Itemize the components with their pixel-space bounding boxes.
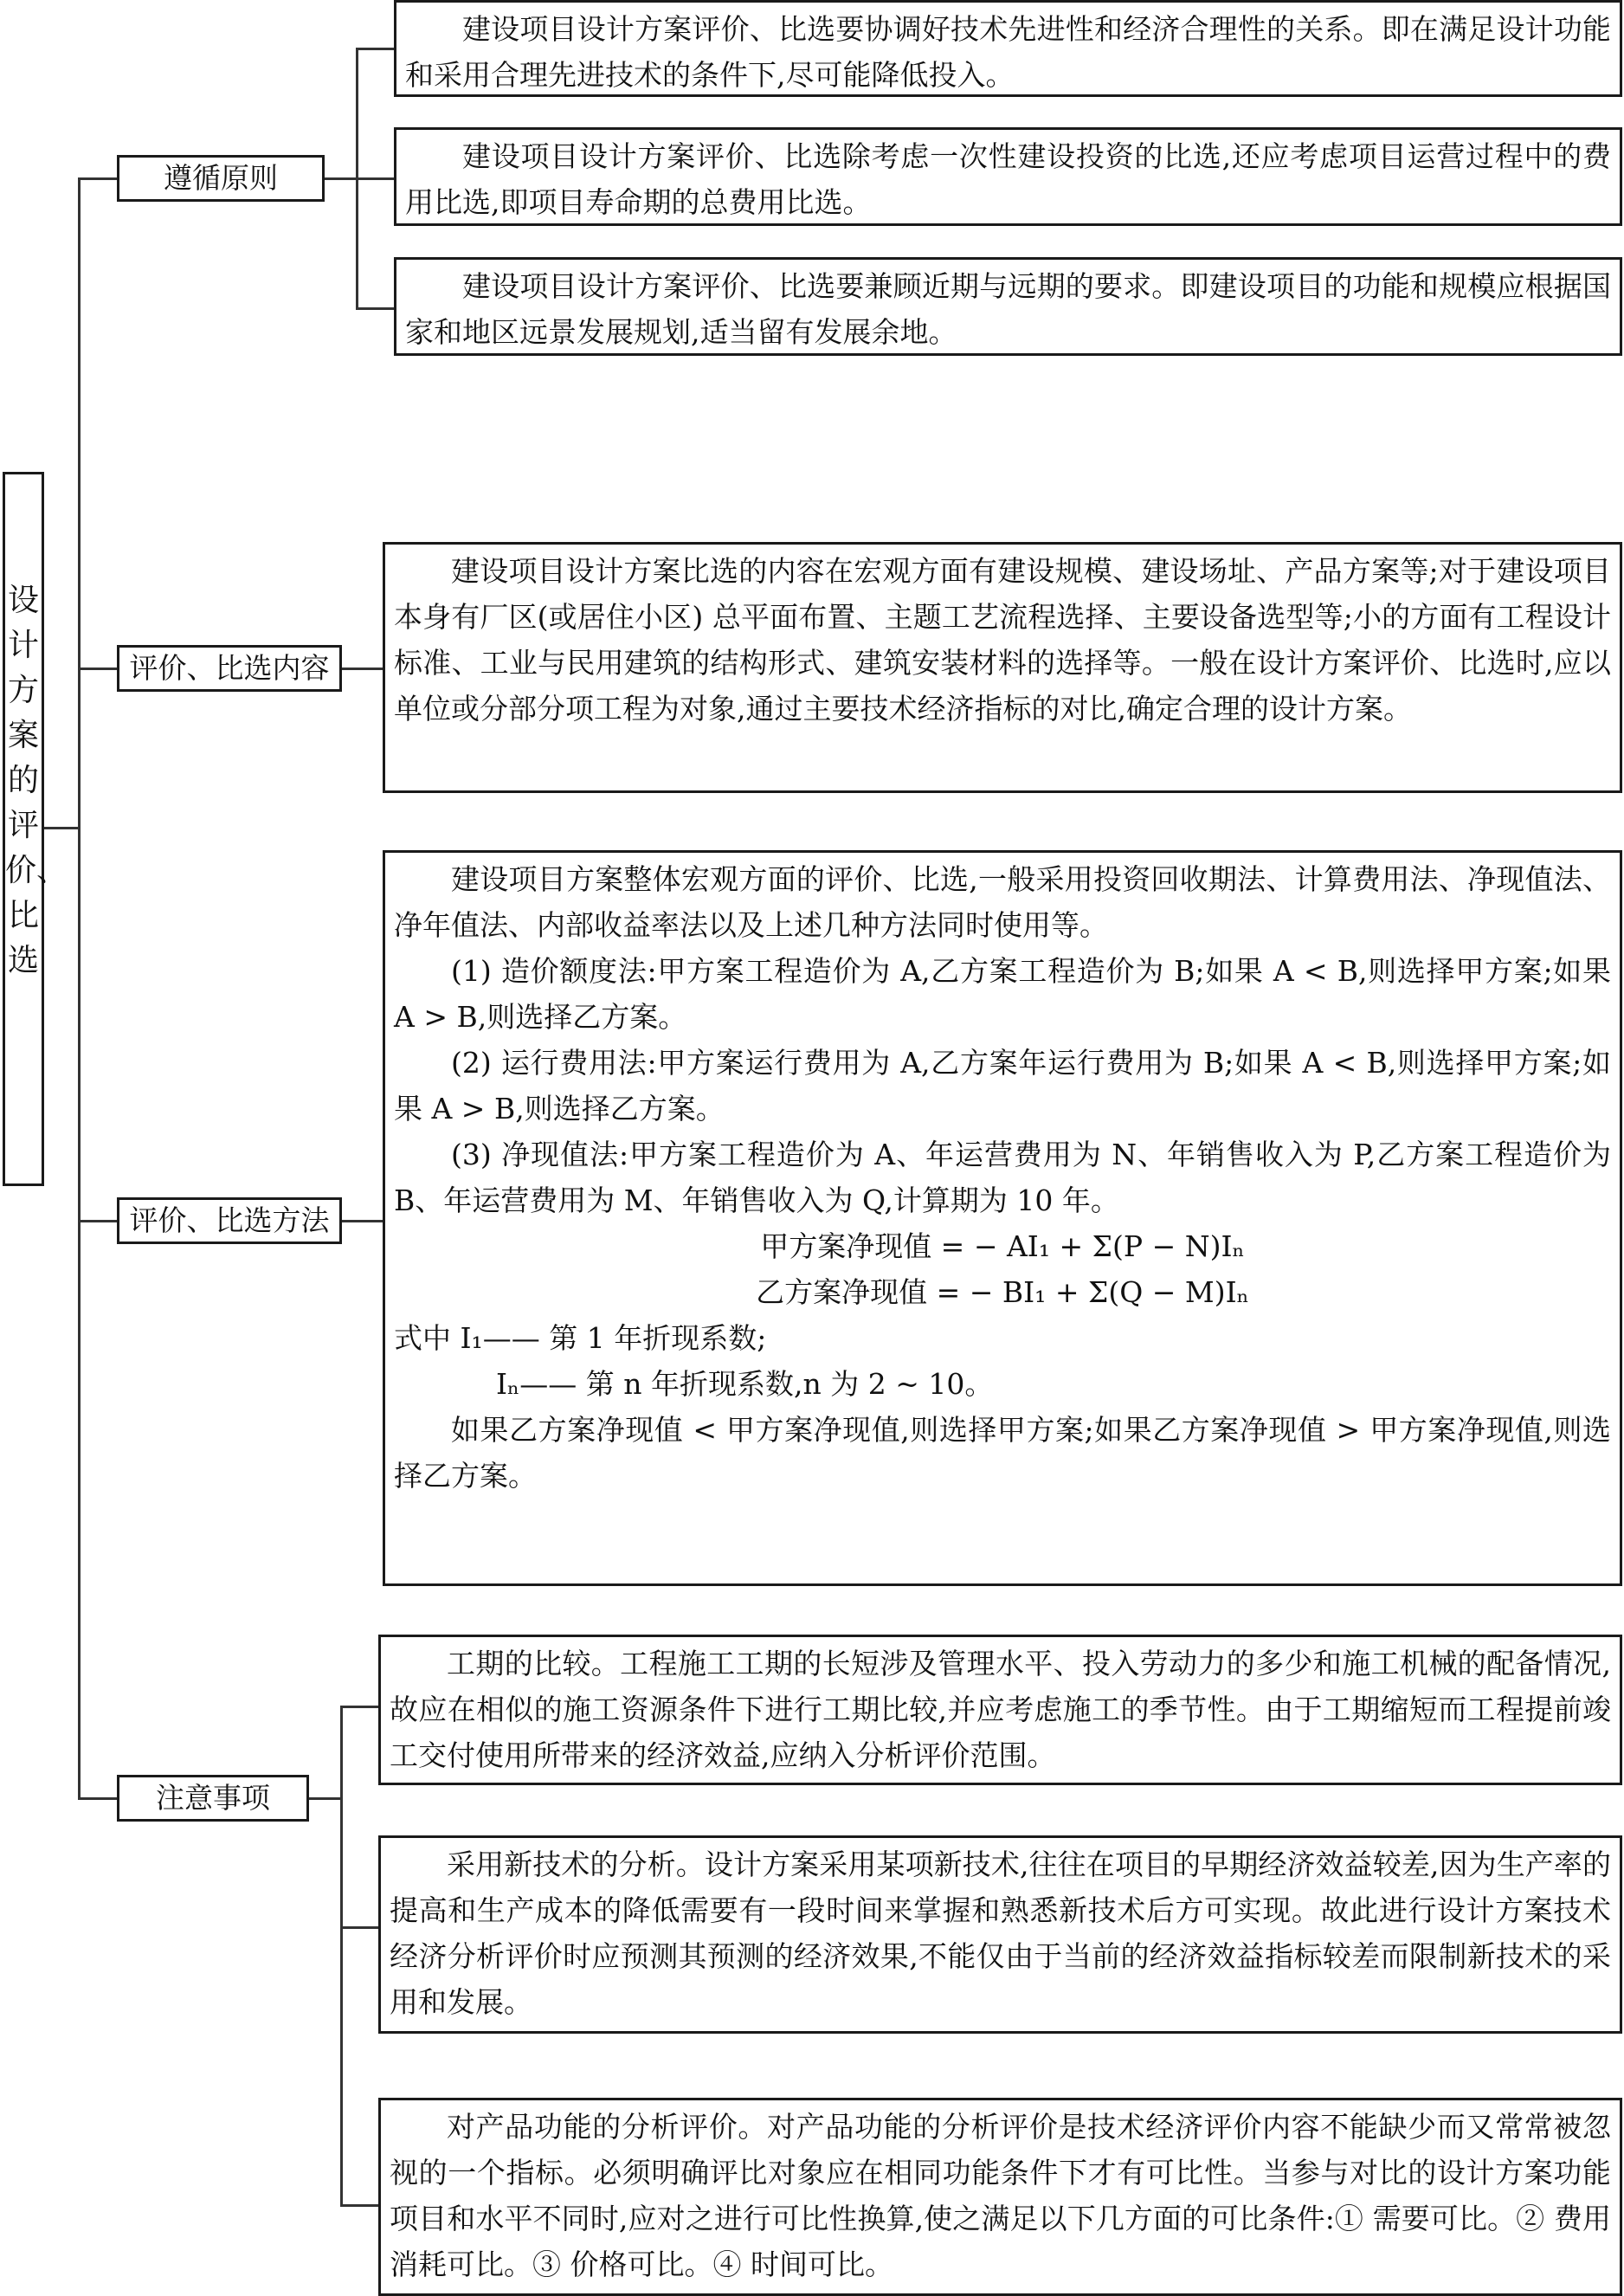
category-principles-label: 遵循原则 [164, 161, 278, 195]
note-text-3: 对产品功能的分析评价。对产品功能的分析评价是技术经济评价内容不能缺少而又常常被忽视的一个指标。必须明确评比对象应在相同功能条件下才有可比性。当参与对比的设计方案功能项目和水平不同时,应对之进行可比性换算,使之满足以下几方面的可比条件:① 需要可比。② 费用消耗可比。③ 价格可比。④ 时间可比。 [390, 2110, 1611, 2281]
connector-note-1 [340, 1706, 378, 1708]
category-methods-label: 评价、比选方法 [129, 1203, 330, 1237]
connector-root-stub [44, 827, 80, 829]
connector-cat-content [78, 668, 117, 670]
connector-note-2 [340, 1926, 378, 1929]
method-1-text: (1) 造价额度法:甲方案工程造价为 A,乙方案工程造价为 B;如果 A < B,则选择甲方案;如果 A > B,则选择乙方案。 [394, 954, 1611, 1034]
root-label: 设计方案的评价、比选 [5, 583, 68, 978]
category-methods [117, 1197, 342, 1244]
connector-notes-stub [307, 1797, 342, 1800]
note-box-3 [378, 2098, 1622, 2296]
note-box-2 [378, 1835, 1622, 2034]
where-line-1: 式中 I₁—— 第 1 年折现系数; [394, 1321, 767, 1355]
principle-box-1 [394, 0, 1622, 97]
connector-content-leaf [340, 668, 383, 670]
connector-principle-3 [356, 307, 394, 310]
connector-principles-stub [323, 177, 358, 180]
methods-box [383, 850, 1622, 1586]
category-content [117, 645, 342, 692]
connector-notes-trunk [340, 1706, 343, 2206]
connector-principle-2 [356, 177, 394, 180]
note-text-2: 采用新技术的分析。设计方案采用某项新技术,往往在项目的早期经济效益较差,因为生产率的提高和生产成本的降低需要有一段时间来掌握和熟悉新技术后方可实现。故此进行设计方案技术经济分析评价时应预测其预测的经济效果,不能仅由于当前的经济效益指标较差而限制新技术的采用和发展。 [390, 1848, 1611, 2019]
connector-root-trunk [78, 177, 81, 1798]
principle-box-3 [394, 257, 1622, 356]
principle-text-1: 建设项目设计方案评价、比选要协调好技术先进性和经济合理性的关系。即在满足设计功能和采用合理先进技术的条件下,尽可能降低投入。 [405, 12, 1611, 92]
category-content-label: 评价、比选内容 [129, 651, 330, 685]
connector-note-3 [340, 2204, 378, 2207]
category-notes [117, 1775, 309, 1822]
formula-b: 乙方案净现值 = − BI₁ + Σ(Q − M)Iₙ [756, 1275, 1249, 1309]
content-text: 建设项目设计方案比选的内容在宏观方面有建设规模、建设场址、产品方案等;对于建设项目本身有厂区(或居住小区) 总平面布置、主题工艺流程选择、主要设备选型等;小的方面有工程设计标准、工业与民用建筑的结构形式、建筑安装材料的选择等。一般在设计方案评价、比选时,应以单位或分部分项工程为对象,通过主要技术经济指标的对比,确定合理的设计方案。 [394, 554, 1611, 726]
connector-principle-1 [356, 48, 394, 50]
connector-cat-methods [78, 1220, 117, 1222]
principle-text-2: 建设项目设计方案评价、比选除考虑一次性建设投资的比选,还应考虑项目运营过程中的费用比选,即项目寿命期的总费用比选。 [405, 139, 1611, 219]
method-2-text: (2) 运行费用法:甲方案运行费用为 A,乙方案年运行费用为 B;如果 A < B,则选择甲方案;如果 A > B,则选择乙方案。 [394, 1046, 1611, 1125]
connector-cat-notes [78, 1797, 117, 1800]
content-box [383, 542, 1622, 793]
root-node [3, 472, 68, 1186]
note-box-1 [378, 1635, 1622, 1785]
methods-intro: 建设项目方案整体宏观方面的评价、比选,一般采用投资回收期法、计算费用法、净现值法、净年值法、内部收益率法以及上述几种方法同时使用等。 [394, 862, 1611, 942]
methods-conclusion: 如果乙方案净现值 < 甲方案净现值,则选择甲方案;如果乙方案净现值 > 甲方案净现值,则选择乙方案。 [394, 1413, 1611, 1493]
method-3-text: (3) 净现值法:甲方案工程造价为 A、年运营费用为 N、年销售收入为 P,乙方案工程造价为 B、年运营费用为 M、年销售收入为 Q,计算期为 10 年。 [394, 1138, 1611, 1217]
principle-box-2 [394, 127, 1622, 226]
principle-text-3: 建设项目设计方案评价、比选要兼顾近期与远期的要求。即建设项目的功能和规模应根据国家和地区远景发展规划,适当留有发展余地。 [405, 269, 1611, 349]
formula-a: 甲方案净现值 = − AI₁ + Σ(P − N)Iₙ [760, 1229, 1245, 1263]
connector-methods-leaf [340, 1220, 383, 1222]
where-line-2: Iₙ—— 第 n 年折现系数,n 为 2 ~ 10。 [496, 1367, 994, 1401]
category-principles [117, 155, 325, 202]
connector-cat-principles [78, 177, 117, 180]
category-notes-label: 注意事项 [156, 1781, 270, 1815]
note-text-1: 工期的比较。工程施工工期的长短涉及管理水平、投入劳动力的多少和施工机械的配备情况,故应在相似的施工资源条件下进行工期比较,并应考虑施工的季节性。由于工期缩短而工程提前竣工交付使用所带来的经济效益,应纳入分析评价范围。 [390, 1647, 1611, 1772]
